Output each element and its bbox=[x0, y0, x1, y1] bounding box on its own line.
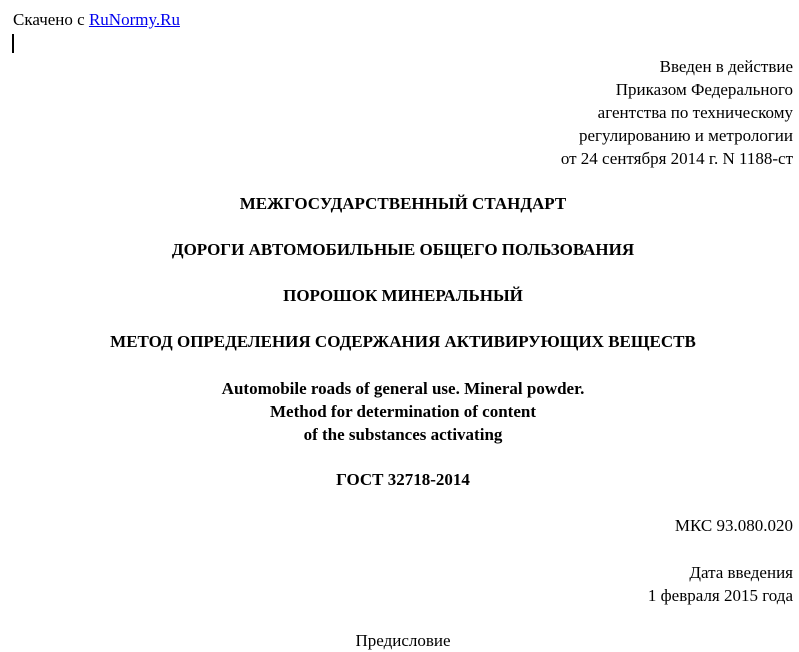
introduction-date-block bbox=[648, 561, 793, 607]
source-line bbox=[13, 8, 180, 31]
english-title bbox=[0, 377, 799, 446]
heading-mineral-powder: ПОРОШОК МИНЕРАЛЬНЫЙ bbox=[283, 286, 523, 305]
foreword-heading: Предисловие bbox=[355, 631, 451, 650]
heading-method: МЕТОД ОПРЕДЕЛЕНИЯ СОДЕРЖАНИЯ АКТИВИРУЮЩИХ ВЕЩЕСТВ bbox=[110, 332, 696, 351]
source-link[interactable]: RuNormy.Ru bbox=[88, 10, 180, 29]
approval-block bbox=[561, 55, 793, 170]
approval-line: от 24 сентября 2014 г. N 1188-ст bbox=[560, 149, 793, 168]
approval-line: Введен в действие bbox=[659, 57, 793, 76]
source-prefix: Скачено с bbox=[13, 10, 89, 29]
introduction-date-label: Дата введения bbox=[689, 563, 793, 582]
approval-line: Приказом Федерального bbox=[615, 80, 793, 99]
heading-roads: ДОРОГИ АВТОМОБИЛЬНЫЕ ОБЩЕГО ПОЛЬЗОВАНИЯ bbox=[171, 240, 635, 259]
gost-number: ГОСТ 32718-2014 bbox=[336, 470, 470, 489]
approval-line: агентства по техническому bbox=[597, 103, 793, 122]
mks-code: МКС 93.080.020 bbox=[674, 516, 793, 535]
english-title-line: Method for determination of content bbox=[270, 402, 536, 421]
english-title-line: of the substances activating bbox=[303, 425, 503, 444]
text-cursor bbox=[12, 34, 14, 53]
heading-interstate-standard: МЕЖГОСУДАРСТВЕННЫЙ СТАНДАРТ bbox=[239, 194, 567, 213]
approval-line: регулированию и метрологии bbox=[578, 126, 793, 145]
introduction-date-value: 1 февраля 2015 года bbox=[647, 586, 793, 605]
english-title-line: Automobile roads of general use. Mineral powder. bbox=[221, 379, 585, 398]
